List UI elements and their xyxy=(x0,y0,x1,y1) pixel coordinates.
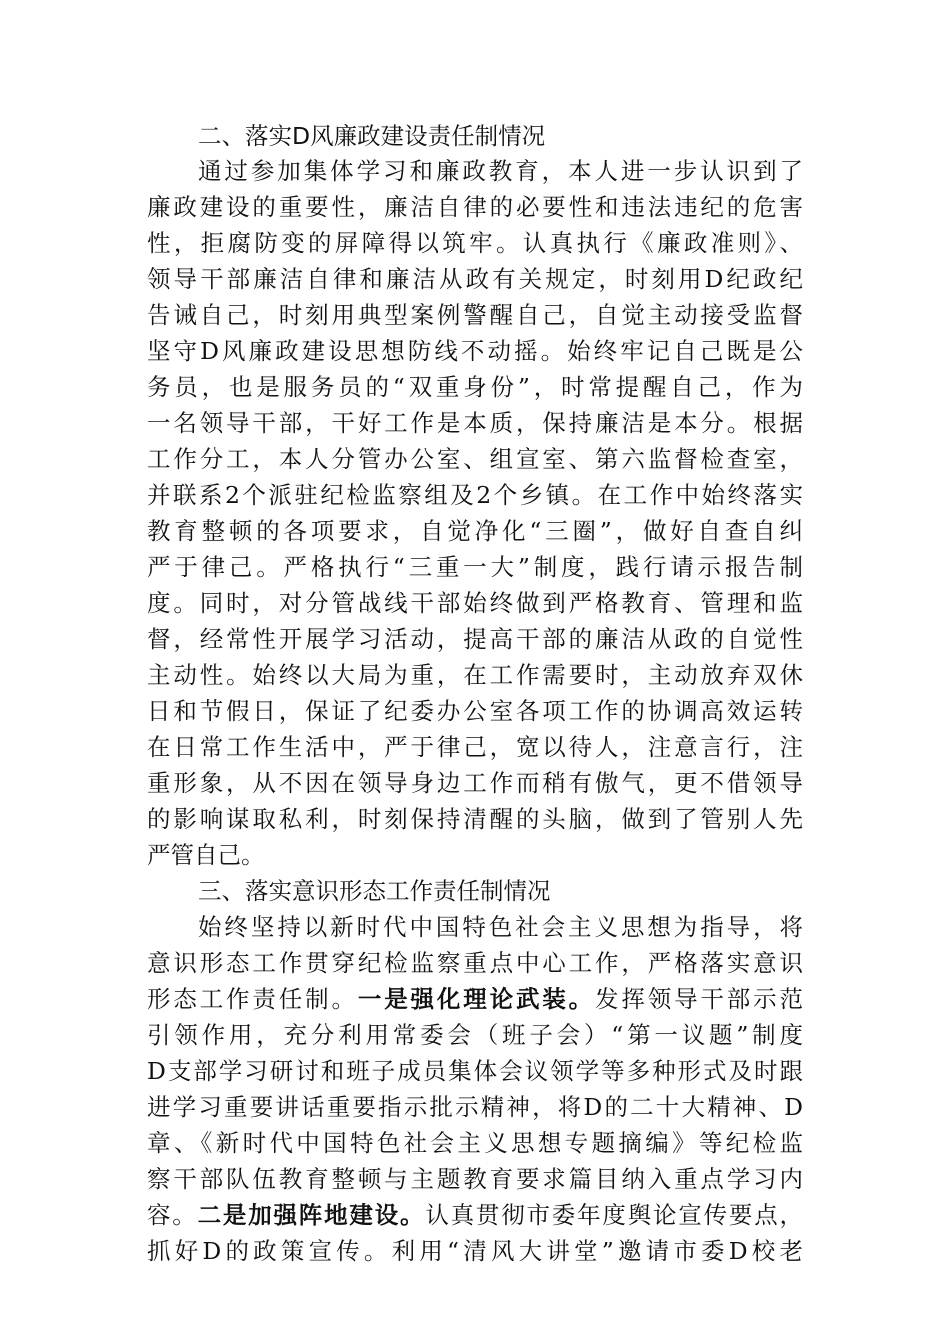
text-run: 容。 xyxy=(147,1201,198,1229)
paragraph-line: 进学习重要讲话重要指示批示精神，将D的二十大精神、D xyxy=(147,1093,803,1121)
paragraph-line: 抓好D的政策宣传。利用“清风大讲堂”邀请市委D校老 xyxy=(147,1237,803,1265)
section-heading-2: 二、落实D风廉政建设责任制情况 xyxy=(198,122,546,150)
paragraph-line: 重形象，从不因在领导身边工作而稍有傲气，更不借领导 xyxy=(147,769,803,797)
paragraph-line xyxy=(147,980,803,1018)
paragraph-line: 教育整顿的各项要求，自觉净化“三圈”，做好自查自纠 xyxy=(147,517,803,545)
paragraph-line: 务员，也是服务员的“双重身份”，时常提醒自己，作为 xyxy=(147,373,803,401)
text-run: 发挥领导干部示范 xyxy=(595,985,804,1013)
paragraph-line: 在日常工作生活中，严于律己，宽以待人，注意言行，注 xyxy=(147,733,803,761)
paragraph-line: 引领作用，充分利用常委会（班子会）“第一议题”制度 xyxy=(147,1021,803,1049)
text-run: 认真贯彻市委年度舆论宣传要点， xyxy=(425,1201,804,1229)
bold-highlight: 二是加强阵地建设。 xyxy=(197,1201,426,1229)
paragraph-line: 一名领导干部，干好工作是本质，保持廉洁是本分。根据 xyxy=(147,409,803,437)
section-heading-3: 三、落实意识形态工作责任制情况 xyxy=(198,877,551,905)
paragraph-line: 性，拒腐防变的屏障得以筑牢。认真执行《廉政准则》、 xyxy=(147,229,803,257)
paragraph-line: 严管自己。 xyxy=(147,841,265,869)
text-run: 形态工作责任制。 xyxy=(147,985,358,1013)
paragraph-line: 意识形态工作贯穿纪检监察重点中心工作，严格落实意识 xyxy=(147,949,803,977)
paragraph-line: 坚守D风廉政建设思想防线不动摇。始终牢记自己既是公 xyxy=(147,337,803,365)
paragraph-line: 始终坚持以新时代中国特色社会主义思想为指导，将 xyxy=(198,913,803,941)
paragraph-line: 的影响谋取私利，时刻保持清醒的头脑，做到了管别人先 xyxy=(147,805,803,833)
paragraph-line: 工作分工，本人分管办公室、组宣室、第六监督检查室， xyxy=(147,445,803,473)
paragraph-line: 主动性。始终以大局为重，在工作需要时，主动放弃双休 xyxy=(147,661,803,689)
paragraph-line: 严于律己。严格执行“三重一大”制度，践行请示报告制 xyxy=(147,553,803,581)
paragraph-line: 督，经常性开展学习活动，提高干部的廉洁从政的自觉性 xyxy=(147,625,803,653)
paragraph-line: 日和节假日，保证了纪委办公室各项工作的协调高效运转 xyxy=(147,697,803,725)
bold-highlight: 一是强化理论武装。 xyxy=(357,985,596,1013)
paragraph-line: D支部学习研讨和班子成员集体会议领学等多种形式及时跟 xyxy=(147,1057,803,1085)
paragraph-line: 并联系2个派驻纪检监察组及2个乡镇。在工作中始终落实 xyxy=(147,481,803,509)
paragraph-line: 告诫自己，时刻用典型案例警醒自己，自觉主动接受监督 xyxy=(147,301,803,329)
paragraph-line: 察干部队伍教育整顿与主题教育要求篇目纳入重点学习内 xyxy=(147,1165,803,1193)
paragraph-line: 章、《新时代中国特色社会主义思想专题摘编》等纪检监 xyxy=(147,1129,803,1157)
paragraph-line xyxy=(147,1196,803,1234)
paragraph-line: 通过参加集体学习和廉政教育，本人进一步认识到了 xyxy=(198,157,803,185)
paragraph-line: 廉政建设的重要性，廉洁自律的必要性和违法违纪的危害 xyxy=(147,193,803,221)
paragraph-line: 度。同时，对分管战线干部始终做到严格教育、管理和监 xyxy=(147,589,803,617)
paragraph-line: 领导干部廉洁自律和廉洁从政有关规定，时刻用D纪政纪 xyxy=(147,265,803,293)
